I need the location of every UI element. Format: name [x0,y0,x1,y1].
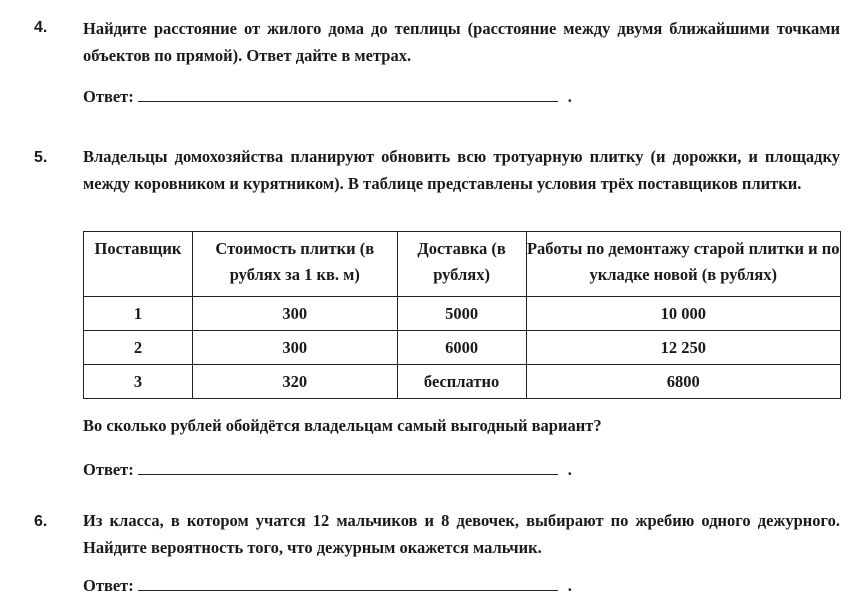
table-header-row [84,232,841,297]
answer-end: . [567,460,572,479]
table-row [84,297,841,331]
cell-delivery: 6000 [397,331,526,365]
header-supplier: Поставщик [84,232,193,297]
cell-tile-cost: 300 [192,331,397,365]
cell-works: 10 000 [526,297,840,331]
problem-text: Владельцы домохозяйства планируют обновить всю тротуарную плитку (и дорожки, и площадку между коровником и курятником). В таблице представлены условия трёх поставщиков плитки. [83,147,840,193]
answer-label: Ответ: [83,576,134,595]
header-tile-cost: Стоимость плитки (в рублях за 1 кв. м) [192,232,397,297]
cell-delivery: бесплатно [397,365,526,399]
answer-line[interactable] [138,460,558,475]
cell-tile-cost: 320 [192,365,397,399]
table-row [84,331,841,365]
cell-supplier: 3 [84,365,193,399]
header-delivery: Доставка (в рублях) [397,232,526,297]
answer-end: . [567,87,572,106]
cell-tile-cost: 300 [192,297,397,331]
answer-end: . [567,576,572,595]
answer-line[interactable] [138,87,558,102]
cell-works: 12 250 [526,331,840,365]
header-works: Работы по демонтажу старой плитки и по укладке новой (в рублях) [526,232,840,297]
problem-5-question: Во сколько рублей обойдётся владельцам самый выгодный вариант? [83,416,602,435]
problem-text: Найдите расстояние от жилого дома до теплицы (расстояние между двумя ближайшими точками объектов по прямой). Ответ дайте в метрах. [83,19,840,65]
problem-number: 5. [34,149,48,166]
answer-label: Ответ: [83,460,134,479]
answer-line[interactable] [138,576,558,591]
supplier-table [83,231,841,399]
cell-supplier: 1 [84,297,193,331]
answer-row-4 [83,87,572,107]
answer-label: Ответ: [83,87,134,106]
table-row [84,365,841,399]
answer-row-6 [83,576,572,596]
answer-row-5 [83,460,572,480]
cell-supplier: 2 [84,331,193,365]
problem-number: 4. [34,19,48,36]
problem-number: 6. [34,513,48,530]
problem-text: Из класса, в котором учатся 12 мальчиков и 8 девочек, выбирают по жребию одного дежурного. Найдите вероятность того, что дежурным окажется мальчик. [83,511,840,557]
cell-delivery: 5000 [397,297,526,331]
cell-works: 6800 [526,365,840,399]
